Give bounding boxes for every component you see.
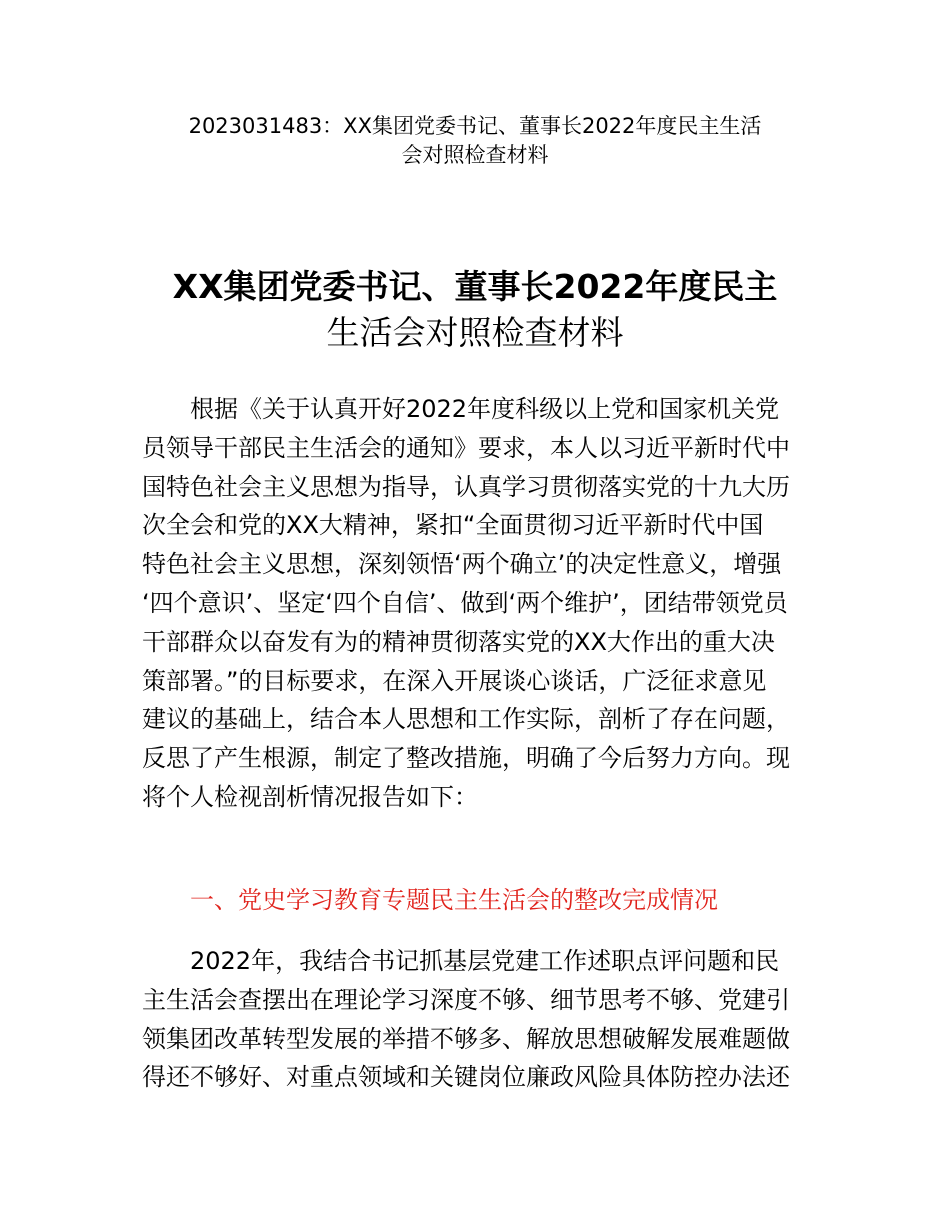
section-heading-1: 一、党史学习教育专题民主生活会的整改完成情况 <box>190 886 718 914</box>
paragraph-line: 得还不够好、对重点领域和关键岗位廉政风险具体防控办法还 <box>142 1063 790 1092</box>
document-header-title <box>100 112 850 170</box>
intro-paragraph <box>142 390 812 817</box>
section-1-paragraph <box>142 942 812 1097</box>
document-main-title <box>110 264 840 356</box>
header-title-line-1: 2023031483：XX集团党委书记、董事长2022年度民主生活 <box>188 114 762 138</box>
main-title-line-2: 生活会对照检查材料 <box>326 313 624 352</box>
paragraph-line: 特色社会主义思想，深刻领悟‘两个确立’的决定性意义，增强 <box>142 550 782 579</box>
paragraph-line: 策部署。”的目标要求，在深入开展谈心谈话，广泛征求意见 <box>142 666 767 695</box>
paragraph-line: 干部群众以奋发有为的精神贯彻落实党的XX大作出的重大决 <box>142 627 775 656</box>
paragraph-line: 主生活会查摆出在理论学习深度不够、细节思考不够、党建引 <box>142 985 790 1014</box>
paragraph-line: 领集团改革转型发展的举措不够多、解放思想破解发展难题做 <box>142 1024 790 1053</box>
paragraph-line: 国特色社会主义思想为指导，认真学习贯彻落实党的十九大历 <box>142 472 790 501</box>
paragraph-line: 2022年，我结合书记抓基层党建工作述职点评问题和民 <box>190 947 780 975</box>
paragraph-line: 将个人检视剖析情况报告如下： <box>142 782 478 811</box>
paragraph-line: 建议的基础上，结合本人思想和工作实际，剖析了存在问题， <box>142 705 790 734</box>
header-title-line-2: 会对照检查材料 <box>401 143 549 167</box>
paragraph-line: 员领导干部民主生活会的通知》要求，本人以习近平新时代中 <box>142 433 790 462</box>
paragraph-line: 反思了产生根源，制定了整改措施，明确了今后努力方向。现 <box>142 744 790 773</box>
paragraph-line: ‘四个意识’、坚定‘四个自信’、做到‘两个维护’，团结带领党员 <box>142 588 788 617</box>
main-title-line-1: XX集团党委书记、董事长2022年度民主 <box>172 267 778 306</box>
paragraph-line: 次全会和党的XX大精神，紧扣“全面贯彻习近平新时代中国 <box>142 511 764 540</box>
paragraph-line: 根据《关于认真开好2022年度科级以上党和国家机关党 <box>190 395 780 423</box>
